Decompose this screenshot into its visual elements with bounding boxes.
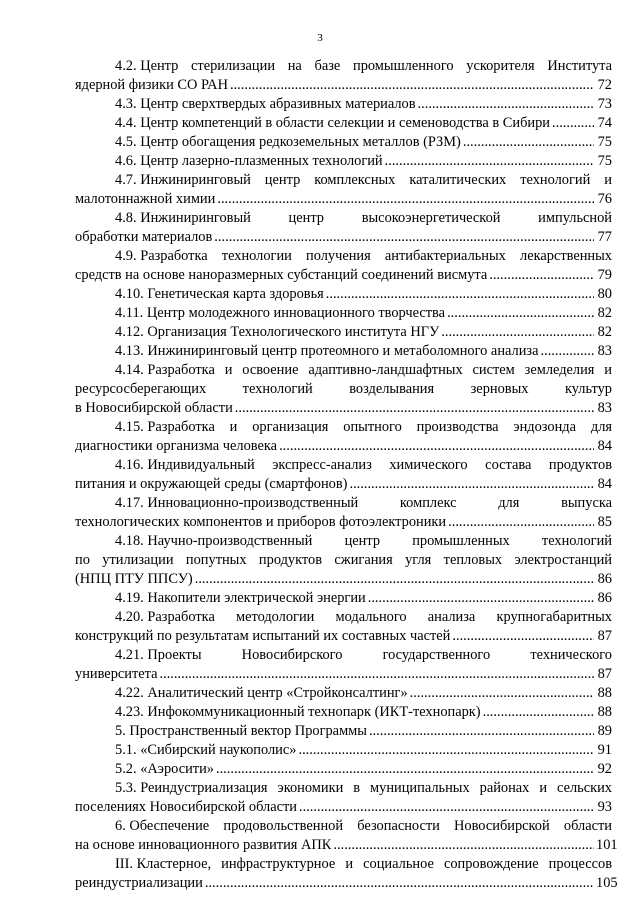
dot-leader: [349, 475, 594, 494]
toc-entry-title: Обеспечение продовольственной безопасности Новосибирской области: [129, 818, 612, 834]
toc-entry-page: 88: [597, 704, 612, 720]
dot-leader: [217, 190, 594, 209]
toc-entry-continuation-line: [75, 399, 612, 418]
toc-entry-continuation-line: [75, 228, 612, 247]
toc-entry-first-line: [75, 361, 612, 380]
toc-entry-title: по утилизации попутных продуктов сжигания угля тепловых электростанций: [75, 552, 612, 568]
toc-entry: [75, 456, 612, 494]
toc-entry-continuation-line: [75, 190, 612, 209]
toc-entry-title: реиндустриализации: [75, 875, 203, 891]
toc-entry-first-line: [75, 342, 612, 361]
toc-entry-title: Проекты Новосибирского государственного технического: [147, 647, 612, 663]
toc-entry-page: 73: [597, 96, 612, 112]
toc-entry-page: 85: [597, 514, 612, 530]
toc-entry-number: 4.2.: [115, 58, 141, 74]
toc-entry-title: Центр сверхтвердых абразивных материалов: [140, 96, 416, 112]
toc-entry-first-line: [75, 817, 612, 836]
dot-leader: [326, 285, 594, 304]
toc-entry: [75, 494, 612, 532]
toc-entry-first-line: [75, 304, 612, 323]
toc-entry-number: 4.4.: [115, 115, 141, 131]
toc-entry: [75, 855, 618, 893]
toc-entry-number: 5.2.: [115, 761, 141, 777]
toc-entry-title: диагностики организма человека: [75, 438, 278, 454]
toc-entry-first-line: [75, 684, 612, 703]
toc-entry-page: 83: [597, 343, 612, 359]
toc-entry: [75, 722, 612, 741]
toc-entry-continuation-line: [75, 798, 612, 817]
dot-leader: [447, 304, 594, 323]
toc-entry: [75, 608, 612, 646]
toc-entry-number: 4.8.: [115, 210, 141, 226]
toc-entry-title: питания и окружающей среды (смартфонов): [75, 476, 348, 492]
toc-entry: [75, 95, 612, 114]
toc-entry-title: обработки материалов: [75, 229, 213, 245]
toc-entry-title: ресурсосберегающих технологий возделывания зерновых культур: [75, 381, 612, 397]
toc-entry-continuation-line: [75, 266, 612, 285]
dot-leader: [298, 741, 594, 760]
toc-entry-title: Накопители электрической энергии: [147, 590, 366, 606]
toc-entry-continuation-line: [75, 513, 612, 532]
toc-entry-title: Генетическая карта здоровья: [147, 286, 324, 302]
toc-entry-title: Разработка методологии модального анализа крупногабаритных: [147, 609, 612, 625]
toc-entry-page: 75: [597, 153, 612, 169]
toc-entry-page: 105: [596, 875, 618, 891]
toc-entry-title: Разработка и организация опытного производства эндозонда для: [147, 419, 612, 435]
toc-entry: [75, 361, 612, 418]
toc-entry-title: Научно-производственный центр промышленных технологий: [147, 533, 612, 549]
toc-entry-title: Центр молодежного инновационного творчества: [146, 305, 446, 321]
toc-entry-page: 101: [596, 837, 618, 853]
dot-leader: [489, 266, 594, 285]
toc-entry: [75, 209, 612, 247]
toc-entry: [75, 760, 612, 779]
toc-entry-page: 92: [597, 761, 612, 777]
toc-entry-number: 4.17.: [115, 495, 148, 511]
toc-entry-title: в Новосибирской области: [75, 400, 233, 416]
toc-entry-first-line: [75, 418, 612, 437]
toc-entry-title: поселениях Новосибирской области: [75, 799, 297, 815]
toc-entry-first-line: [75, 209, 612, 228]
toc-entry-number: 4.16.: [115, 457, 148, 473]
toc-entry-page: 91: [597, 742, 612, 758]
toc-entry-number: 5.1.: [115, 742, 141, 758]
toc-entry: [75, 152, 612, 171]
toc-entry-continuation-line: [75, 627, 612, 646]
toc-entry-first-line: [75, 171, 612, 190]
toc-entry-number: 4.22.: [115, 685, 148, 701]
toc-entry-title: Инновационно-производственный комплекс для выпуска: [147, 495, 612, 511]
dot-leader: [216, 760, 594, 779]
toc-entry-number: 4.11.: [115, 305, 147, 321]
toc-entry-page: 77: [597, 229, 612, 245]
toc-entry-number: 4.12.: [115, 324, 148, 340]
toc-entry-title: конструкций по результатам испытаний их составных частей: [75, 628, 451, 644]
dot-leader: [410, 684, 594, 703]
dot-leader: [279, 437, 594, 456]
dot-leader: [552, 114, 594, 133]
toc-entry: [75, 114, 612, 133]
toc-entry-number: 4.10.: [115, 286, 148, 302]
toc-entry-page: 86: [597, 590, 612, 606]
dot-leader: [160, 665, 594, 684]
toc-entry: [75, 171, 612, 209]
toc-entry-continuation-line: [75, 475, 612, 494]
toc-entry-first-line: [75, 285, 612, 304]
toc-entry-number: 4.6.: [115, 153, 141, 169]
toc-entry-title: Инжиниринговый центр протеомного и метаболомного анализа: [147, 343, 539, 359]
toc-entry: [75, 304, 612, 323]
page-number: 3: [317, 32, 323, 44]
toc-entry-number: 4.18.: [115, 533, 148, 549]
toc-entry-title: Центр стерилизации на базе промышленного ускорителя Института: [140, 58, 612, 74]
toc-entry-page: 75: [597, 134, 612, 150]
toc-entry-title: на основе инновационного развития АПК: [75, 837, 332, 853]
toc-entry: [75, 57, 612, 95]
toc-entry-continuation-line: [75, 836, 618, 855]
toc-entry: [75, 418, 612, 456]
toc-entry-number: 4.19.: [115, 590, 148, 606]
toc-entry-first-line: [75, 323, 612, 342]
dot-leader: [205, 874, 594, 893]
toc-entry-title: Инжиниринговый центр комплексных каталитических технологий и: [140, 172, 612, 188]
toc-entry-page: 80: [597, 286, 612, 302]
dot-leader: [448, 513, 594, 532]
toc-entry-page: 86: [597, 571, 612, 587]
toc-entry-page: 83: [597, 400, 612, 416]
toc-entry-page: 89: [597, 723, 612, 739]
toc-entry-title: Организация Технологического института НГУ: [147, 324, 440, 340]
toc-entry-number: 4.9.: [115, 248, 141, 264]
toc-entry-number: 4.3.: [115, 96, 141, 112]
toc-entry-title: (НПЦ ПТУ ППСУ): [75, 571, 193, 587]
dot-leader: [214, 228, 594, 247]
toc-entry: [75, 589, 612, 608]
toc-entry: [75, 532, 612, 589]
toc-entry-number: 6.: [115, 818, 130, 834]
toc-entry-first-line: [75, 760, 612, 779]
toc-entry-first-line: [75, 855, 612, 874]
toc-entry-page: 87: [597, 666, 612, 682]
toc-entry-first-line: [75, 608, 612, 627]
toc-entry-title: ядерной физики СО РАН: [75, 77, 228, 93]
toc-entry-continuation-line: [75, 380, 612, 399]
toc-entry-number: 4.7.: [115, 172, 141, 188]
toc-entry-first-line: [75, 646, 612, 665]
toc-entry-page: 88: [597, 685, 612, 701]
dot-leader: [541, 342, 595, 361]
toc-entry: [75, 779, 612, 817]
toc-entry-page: 74: [597, 115, 612, 131]
toc-entry-first-line: [75, 494, 612, 513]
toc-entry-number: III.: [115, 856, 137, 872]
toc-entry-title: Центр компетенций в области селекции и семеноводства в Сибири: [140, 115, 551, 131]
toc-entry-page: 84: [597, 476, 612, 492]
toc-entry: [75, 247, 612, 285]
toc-entry-page: 72: [597, 77, 612, 93]
toc-entry-continuation-line: [75, 874, 618, 893]
toc-entry-number: 4.21.: [115, 647, 148, 663]
toc-entry: [75, 342, 612, 361]
toc-entry-number: 5.3.: [115, 780, 141, 796]
dot-leader: [463, 133, 594, 152]
toc-entry-number: 4.5.: [115, 134, 141, 150]
toc-entry-title: технологических компонентов и приборов фотоэлектроники: [75, 514, 447, 530]
toc-entry-title: Центр обогащения редкоземельных металлов (РЗМ): [140, 134, 461, 150]
toc-entry-title: Разработка технологии получения антибактериальных лекарственных: [140, 248, 612, 264]
toc-entry-continuation-line: [75, 437, 612, 456]
toc-entry-first-line: [75, 152, 612, 171]
dot-leader: [368, 589, 594, 608]
dot-leader: [452, 627, 594, 646]
toc-entry: [75, 133, 612, 152]
toc-entry-first-line: [75, 456, 612, 475]
toc-entry-page: 76: [597, 191, 612, 207]
toc-entry-page: 79: [597, 267, 612, 283]
toc-entry-first-line: [75, 532, 612, 551]
toc-entry-first-line: [75, 133, 612, 152]
toc-entry-title: Разработка и освоение адаптивно-ландшафтных систем земледелия и: [147, 362, 612, 378]
dot-leader: [333, 836, 594, 855]
toc-entry-page: 84: [597, 438, 612, 454]
toc-entry-first-line: [75, 779, 612, 798]
toc-entry-first-line: [75, 703, 612, 722]
toc-entry-title: Центр лазерно-плазменных технологий: [140, 153, 383, 169]
dot-leader: [418, 95, 594, 114]
toc-entry-continuation-line: [75, 551, 612, 570]
toc-entry-title: Инжиниринговый центр высокоэнергетической импульсной: [140, 210, 612, 226]
toc-entry-first-line: [75, 95, 612, 114]
toc-entry-first-line: [75, 722, 612, 741]
dot-leader: [483, 703, 594, 722]
toc-entry-page: 87: [597, 628, 612, 644]
toc-entry-number: 4.20.: [115, 609, 148, 625]
toc-entry-continuation-line: [75, 76, 612, 95]
toc-entry-title: Кластерное, инфраструктурное и социальное сопровождение процессов: [136, 856, 612, 872]
toc-entry-continuation-line: [75, 570, 612, 589]
toc-entry-title: «Аэросити»: [140, 761, 214, 777]
dot-leader: [385, 152, 594, 171]
toc-entry-number: 4.14.: [115, 362, 148, 378]
toc-entry-title: малотоннажной химии: [75, 191, 216, 207]
table-of-contents: [75, 57, 618, 893]
toc-entry-title: Реиндустриализация экономики в муниципальных районах и сельских: [140, 780, 612, 796]
dot-leader: [299, 798, 594, 817]
toc-entry-number: 4.23.: [115, 704, 148, 720]
toc-entry-page: 82: [597, 305, 612, 321]
toc-entry-number: 4.13.: [115, 343, 148, 359]
toc-entry-first-line: [75, 57, 612, 76]
toc-entry-title: Инфокоммуникационный технопарк (ИКТ-технопарк): [147, 704, 481, 720]
dot-leader: [235, 399, 594, 418]
toc-entry-title: университета: [75, 666, 158, 682]
toc-entry-title: средств на основе наноразмерных субстанций соединений висмута: [75, 267, 488, 283]
dot-leader: [230, 76, 594, 95]
toc-entry-title: «Сибирский наукополис»: [140, 742, 297, 758]
toc-entry-title: Пространственный вектор Программы: [129, 723, 367, 739]
toc-entry-page: 93: [597, 799, 612, 815]
dot-leader: [195, 570, 594, 589]
toc-entry-title: Аналитический центр «Стройконсалтинг»: [147, 685, 408, 701]
toc-entry: [75, 646, 612, 684]
toc-entry-page: 82: [597, 324, 612, 340]
toc-entry-first-line: [75, 247, 612, 266]
toc-entry-number: 4.15.: [115, 419, 148, 435]
toc-entry: [75, 285, 612, 304]
toc-entry-first-line: [75, 589, 612, 608]
dot-leader: [441, 323, 594, 342]
dot-leader: [369, 722, 594, 741]
toc-entry-first-line: [75, 741, 612, 760]
toc-entry-continuation-line: [75, 665, 612, 684]
toc-entry: [75, 703, 612, 722]
toc-entry: [75, 684, 612, 703]
toc-entry: [75, 817, 618, 855]
toc-entry: [75, 323, 612, 342]
toc-entry-first-line: [75, 114, 612, 133]
toc-entry-title: Индивидуальный экспресс-анализ химического состава продуктов: [147, 457, 612, 473]
toc-entry: [75, 741, 612, 760]
toc-entry-number: 5.: [115, 723, 130, 739]
